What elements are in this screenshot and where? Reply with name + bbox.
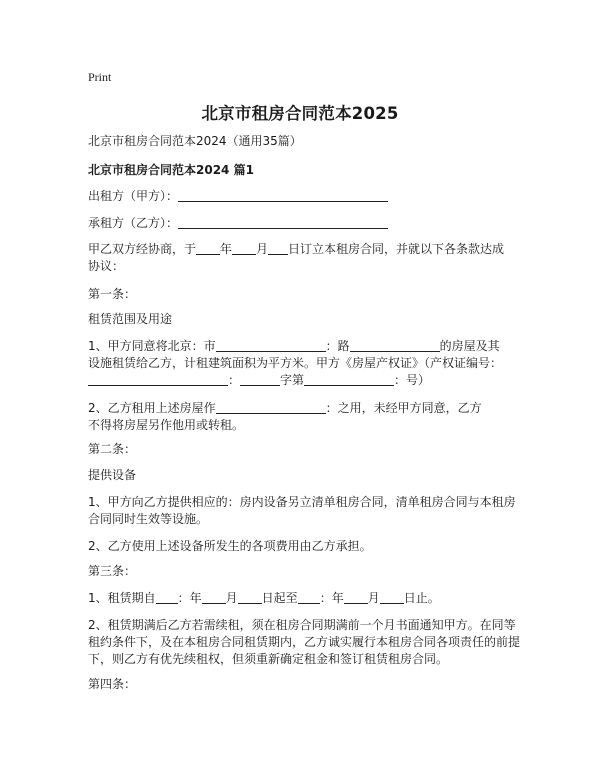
article-4-title: 第四条：	[88, 677, 137, 691]
intro-blank-year	[196, 241, 220, 255]
article-1-title: 第一条：	[88, 287, 137, 301]
a1-p1-blank-city	[216, 338, 326, 352]
a1-p1-text-b: ：路	[325, 339, 350, 353]
subtitle: 北京市租房合同范本2024（通用35篇）	[88, 134, 302, 148]
a3-p1-text-b: ：年	[177, 591, 202, 605]
a1-p1-l3-text-c: ：号）	[394, 373, 431, 387]
a1-p1-l3-text-a: ：	[228, 373, 241, 387]
lessor-line	[88, 186, 520, 206]
intro-day: 日订立本租房合同，并就以下各条款达成	[288, 242, 505, 256]
a3-p1-blank-3	[238, 590, 262, 604]
page-title: 北京市租房合同范本2025	[201, 104, 399, 123]
lessor-label: 出租方（甲方）：	[88, 189, 179, 203]
print-link[interactable]: Print	[88, 70, 112, 84]
article-1-p1-line2: 设施租赁给乙方，计租建筑面积为平方米。甲方《房屋产权证》（产权证编号：	[88, 356, 503, 370]
article-3-p2-line2: 租约条件下，及在本租房合同租赁期内，乙方诚实履行本租房合同各项责任的前提	[88, 635, 521, 649]
article-3-p2-line1: 2、租赁期满后乙方若需续租，须在租房合同期满前一个月书面通知甲方。在同等	[88, 618, 516, 632]
a3-p1-text-c: 月	[225, 591, 238, 605]
a1-p1-blank-road	[350, 338, 440, 352]
article-2-title: 第二条：	[88, 442, 137, 456]
a3-p1-text-d: 日起至	[261, 591, 298, 605]
a3-p1-blank-5	[344, 590, 368, 604]
section-title: 北京市租房合同范本2024 篇1	[88, 163, 254, 177]
a3-p1-blank-1	[156, 590, 178, 604]
intro-month: 月	[256, 242, 269, 256]
a1-p1-text-c: 的房屋及其	[439, 339, 500, 353]
lessee-blank	[178, 215, 388, 229]
a1-p1-blank-number	[304, 372, 394, 386]
article-2-p1-line2: 合同同时生效等设施。	[88, 512, 209, 526]
article-3-p1	[88, 588, 520, 608]
a1-p2-blank-use	[216, 400, 326, 414]
intro-year: 年	[220, 242, 233, 256]
a3-p1-text-g: 日止。	[403, 591, 440, 605]
a1-p1-blank-cert	[88, 372, 228, 386]
article-3-p2-line3: 下，则乙方有优先续租权，但须重新确定租金和签订租赁租房合同。	[88, 652, 449, 666]
lessor-blank	[178, 188, 388, 202]
a3-p1-text-e: ：年	[319, 591, 344, 605]
article-3-title: 第三条：	[88, 564, 137, 578]
intro-text-a: 甲乙双方经协商，于	[88, 242, 197, 256]
a3-p1-blank-4	[298, 590, 320, 604]
intro-blank-day	[268, 241, 288, 255]
article-2-heading: 提供设备	[88, 468, 137, 482]
a1-p1-blank-prefix	[240, 372, 280, 386]
a1-p2-text-b: ：之用，未经甲方同意，乙方	[325, 401, 482, 415]
a3-p1-text-a: 1、租赁期自	[88, 591, 156, 605]
intro-line-2: 协议：	[88, 259, 125, 273]
a3-p1-blank-6	[380, 590, 404, 604]
lessee-line	[88, 213, 520, 233]
a3-p1-blank-2	[202, 590, 226, 604]
lessee-label: 承租方（乙方）：	[88, 216, 179, 230]
article-1-p1-line3	[88, 370, 520, 390]
a1-p1-l3-text-b: 字第	[280, 373, 305, 387]
intro-blank-month	[232, 241, 256, 255]
article-1-heading: 租赁范围及用途	[88, 312, 173, 326]
a1-p1-text-a: 1、甲方同意将北京：市	[88, 339, 216, 353]
article-1-p2-line2: 不得将房屋另作他用或转租。	[88, 418, 245, 432]
article-2-p2: 2、乙方使用上述设备所发生的各项费用由乙方承担。	[88, 539, 372, 553]
article-2-p1-line1: 1、甲方向乙方提供相应的：房内设备另立清单租房合同，清单租房合同与本租房	[88, 495, 516, 509]
a1-p2-text-a: 2、乙方租用上述房屋作	[88, 401, 216, 415]
a3-p1-text-f: 月	[367, 591, 380, 605]
